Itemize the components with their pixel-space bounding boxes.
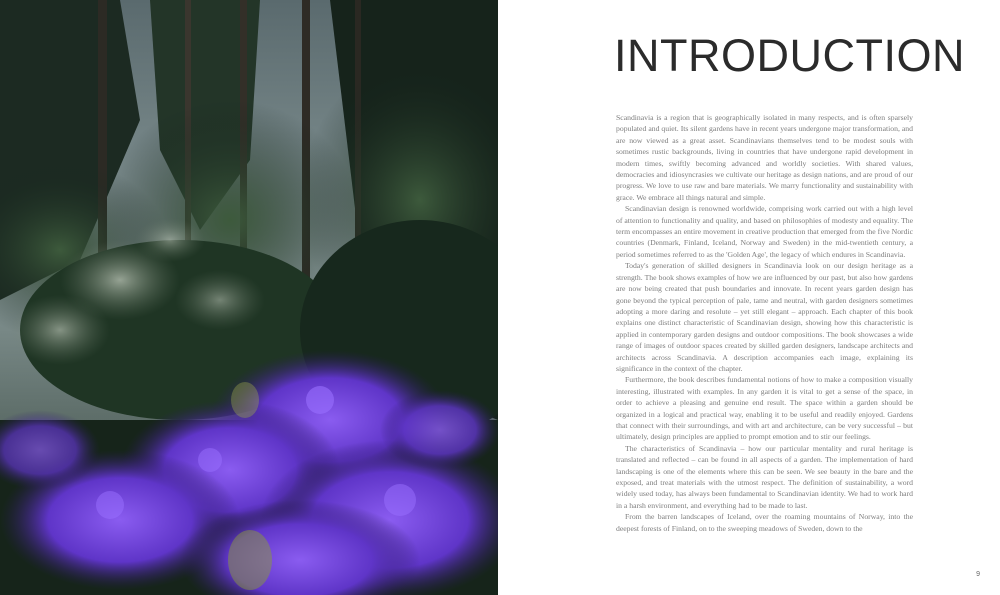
- paragraph: Scandinavia is a region that is geographically isolated in many respects, and is often sparsely populated and quiet. Its silent gardens have in recent years undergone major transformation, and are now viewed as a great asset. Scandinavians themselves tend to be modest souls with sometimes rustic backgrounds, living in countries that have undergone rapid development in modern times, swiftly becoming advanced and worldly societies. With shared values, democracies and idiosyncrasies we cultivate our heritage as design nations, and are proud of our progress. We love to use raw and bare materials. We marry functionality and sustainability with grace. We embrace all things natural and simple.: [616, 113, 913, 202]
- paragraph: From the barren landscapes of Iceland, over the roaming mountains of Norway, into the deepest forests of Finland, on to the sweeping meadows of Sweden, down to the: [616, 512, 913, 533]
- paragraph: The characteristics of Scandinavia – how our particular mentality and rural heritage is translated and reflected – can be found in all aspects of a garden. The implementation of hard landscaping is one of the elements where this can be seen. We see beauty in the bare and the exposed, and treat materials with the utmost respect. The definition of sustainability, a word widely used today, has always been fundamental to Scandinavian identity. We had to work hard in a harsh environment, and everything had to be made to last.: [616, 443, 913, 510]
- paragraph: Today's generation of skilled designers in Scandinavia look on our design heritage as a strength. The book shows examples of how we are influenced by our past, but also how gardens are now being created that push boundaries and innovate. In recent years garden design has gone beyond the typical perception of pale, tame and neutral, with garden designers sometimes adopting a more daring and resolute – yet still elegant – approach. Each chapter of this book explains one distinct characteristic of Scandinavian design, showing how this characteristic is applied in contemporary garden designs and outdoor compositions. The book showcases a wide range of images of outdoor spaces created by skilled garden designers, landscape architects and architects across Scandinavia. A description accompanies each image, explaining its significance in the context of the chapter.: [616, 261, 913, 373]
- paragraph: Scandinavian design is renowned worldwide, comprising work carried out with a high level of attention to functionality and quality, and based on philosophies of modesty and equality. The term encompasses an entire movement in creative production that emerged from the five Nordic countries (Denmark, Finland, Iceland, Norway and Sweden) in the mid-twentieth century, a period sometimes referred to as the 'Golden Age', the legacy of which endures in Scandinavia.: [616, 204, 913, 259]
- garden-photo-illustration: [0, 0, 498, 595]
- page-number: 9: [976, 571, 980, 578]
- paragraph: Furthermore, the book describes fundamental notions of how to make a composition visually interesting, illustrated with examples. In any garden it is vital to get a sense of the space, in order to achieve a pleasing and genuine end result. The space within a garden should be organized in a logical and practical way, enabling it to be useful and readily enjoyed. Gardens that connect with their surroundings, and with art and architecture, can be very successful – but ultimately, design principles are applied to prompt emotion and to stir our feelings.: [616, 375, 913, 442]
- text-page: [498, 0, 1000, 595]
- garden-photo: [0, 0, 498, 595]
- page-title: INTRODUCTION: [614, 30, 965, 81]
- body-text: [616, 112, 913, 534]
